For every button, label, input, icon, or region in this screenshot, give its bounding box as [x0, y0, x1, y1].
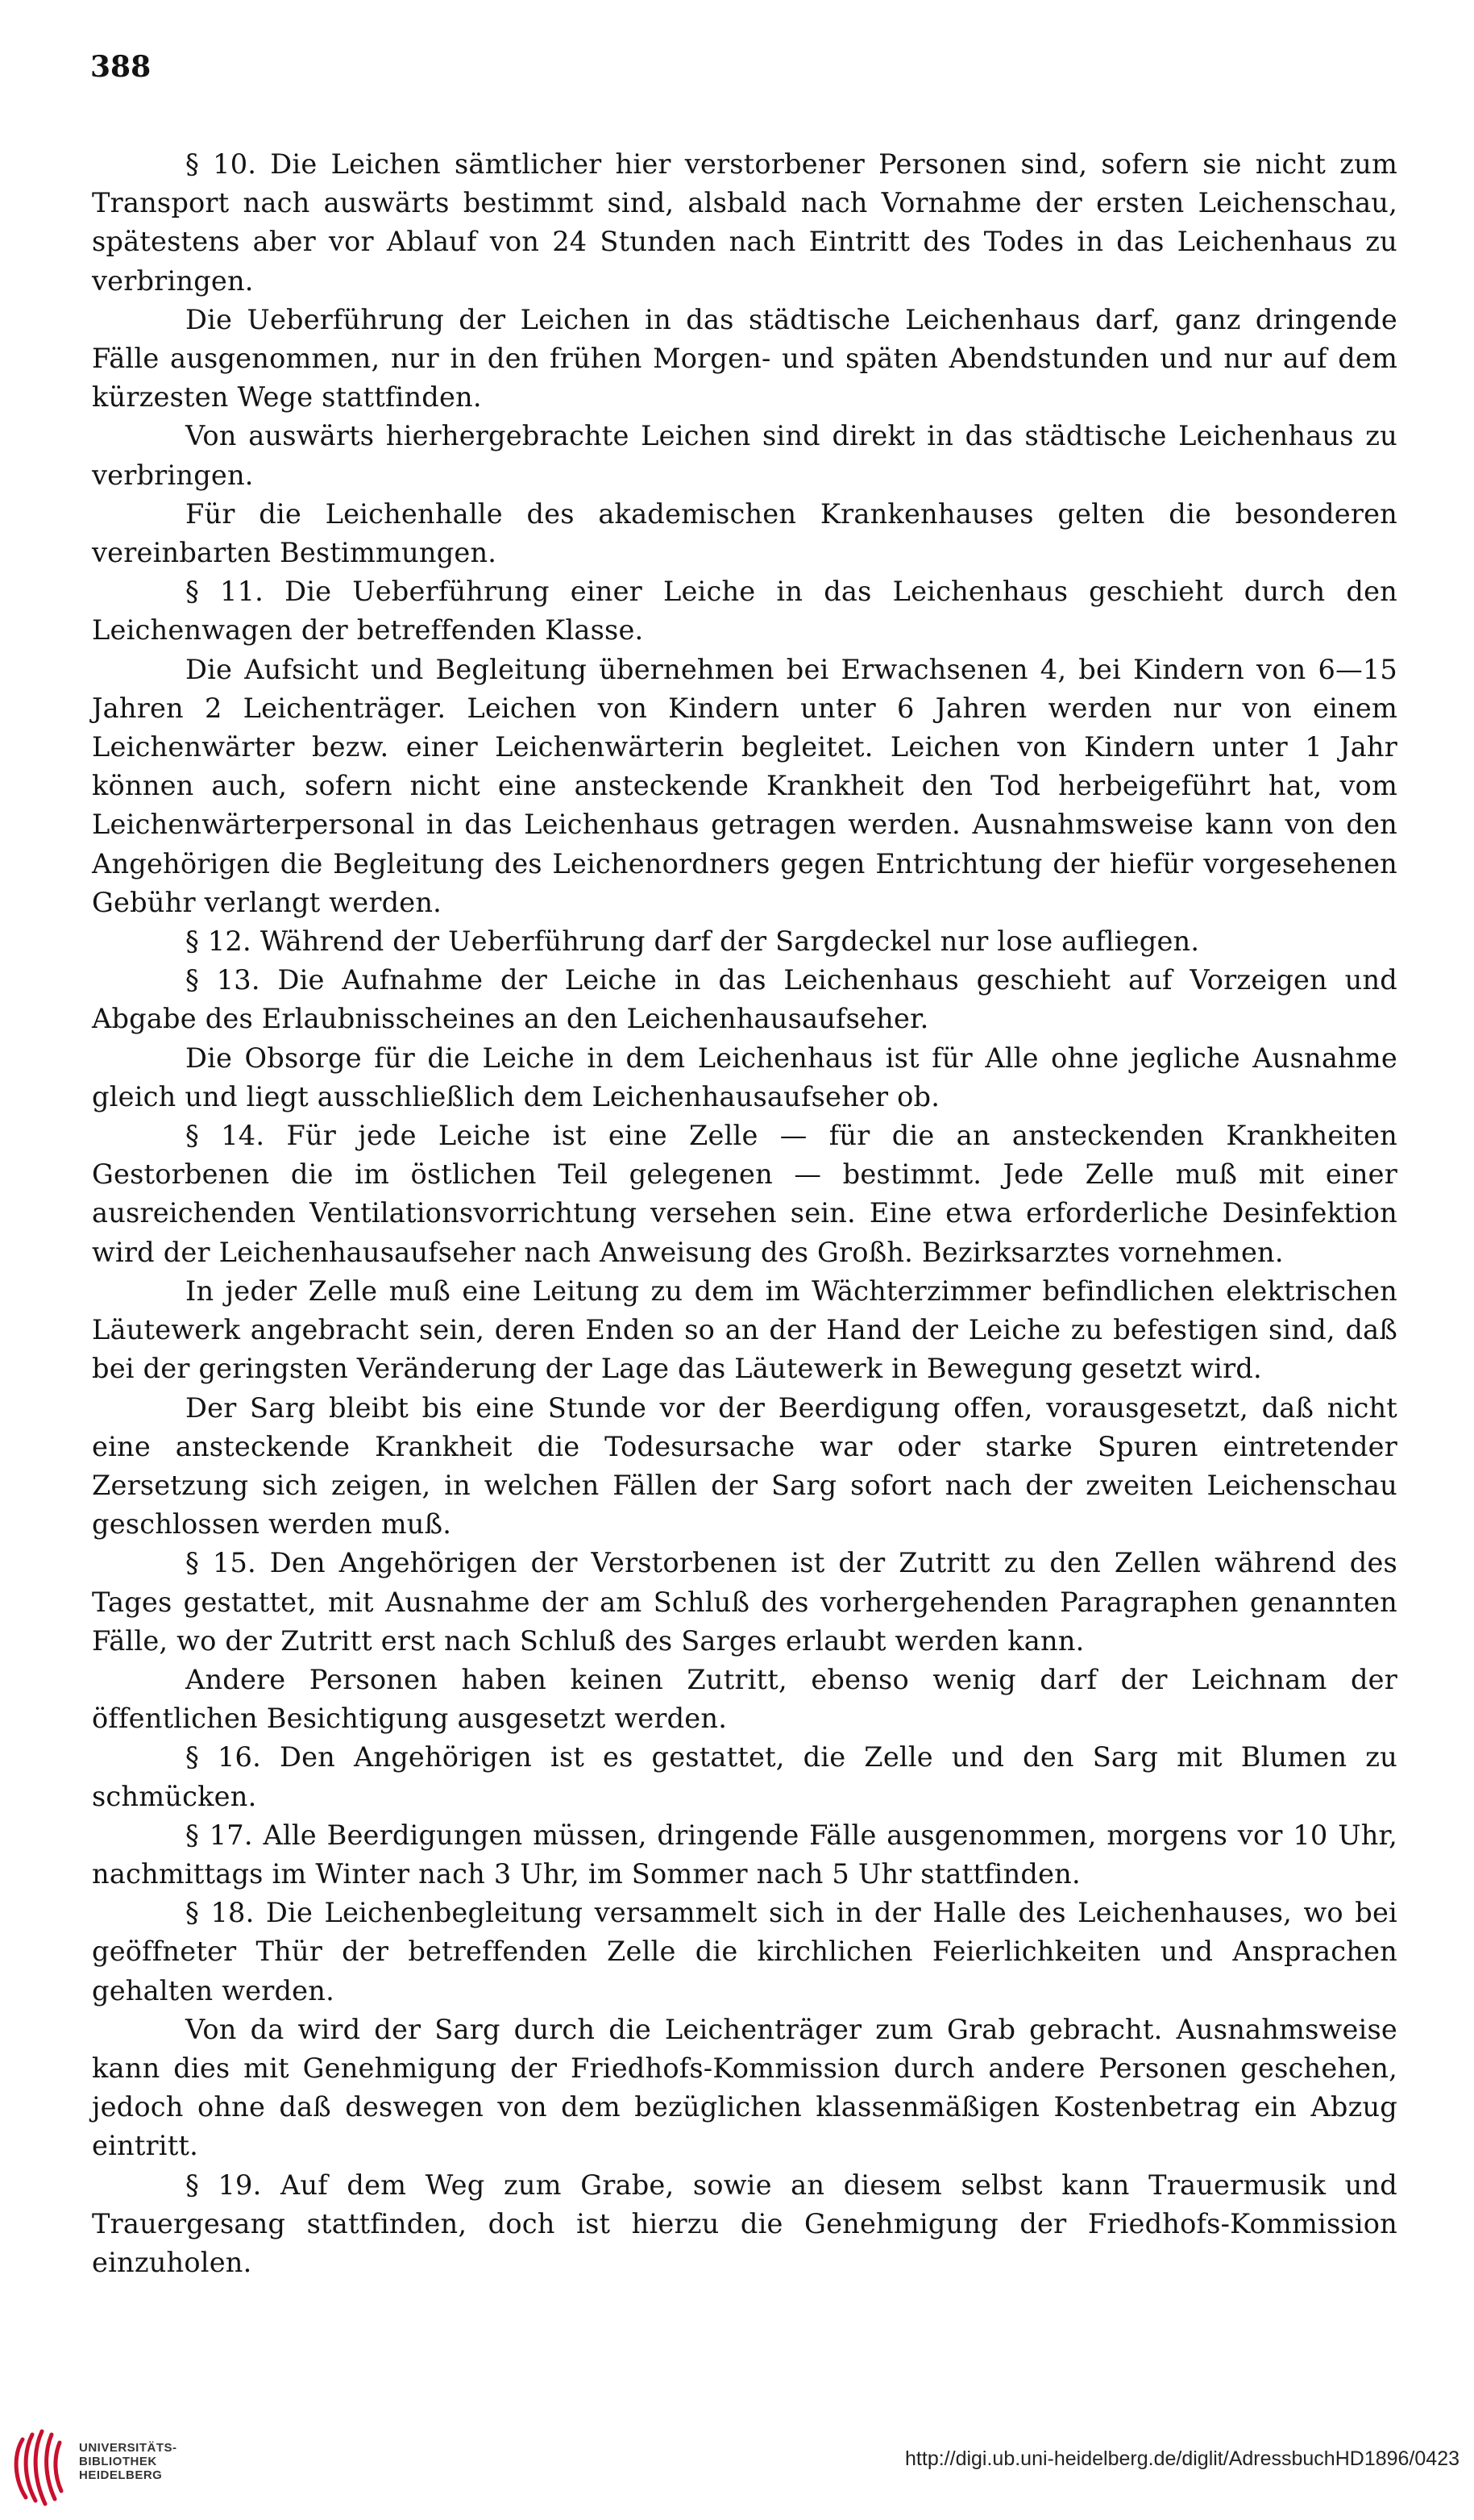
library-name [79, 2441, 177, 2482]
paragraph: § 14. Für jede Leiche ist eine Zelle — für die an ansteckenden Krankheiten Gestorbenen die im östlichen Teil gelegenen — bestimmt. Jede Zelle muß mit einer ausreichenden Ventilationsvorrichtung versehen sein. Eine etwa erforderliche Desinfektion wird der Leichenhausaufseher nach Anweisung des Großh. Bezirksarztes vornehmen. [92, 1120, 1397, 1268]
paragraph: § 17. Alle Beerdigungen müssen, dringende Fälle ausgenommen, morgens vor 10 Uhr, nachmittags im Winter nach 3 Uhr, im Sommer nach 5 Uhr stattfinden. [92, 1819, 1397, 1890]
paragraph: § 11. Die Ueberführung einer Leiche in das Leichenhaus geschieht durch den Leichenwagen der betreffenden Klasse. [92, 576, 1397, 647]
university-library-logo-icon [8, 2423, 69, 2512]
paragraph: Für die Leichenhalle des akademischen Krankenhauses gelten die besonderen vereinbarten Bestimmungen. [92, 497, 1397, 569]
paragraph: § 12. Während der Ueberführung darf der Sargdeckel nur lose aufliegen. [185, 925, 1200, 958]
paragraph: § 13. Die Aufnahme der Leiche in das Leichenhaus geschieht auf Vorzeigen und Abgabe des Erlaubnisscheines an den Leichenhausaufseher. [92, 964, 1397, 1035]
paragraph: § 19. Auf dem Weg zum Grabe, sowie an diesem selbst kann Trauermusik und Trauergesang stattfinden, doch ist hierzu die Genehmigung der Friedhofs-Kommission einzuholen. [92, 2169, 1397, 2278]
paragraph: § 18. Die Leichenbegleitung versammelt sich in der Halle des Leichenhauses, wo bei geöffneter Thür der betreffenden Zelle die kirchlichen Feierlichkeiten und Ansprachen gehalten werden. [92, 1897, 1397, 2006]
paragraph: Von da wird der Sarg durch die Leichenträger zum Grab gebracht. Ausnahmsweise kann dies mit Genehmigung der Friedhofs-Kommission durch andere Personen geschehen, jedoch ohne daß deswegen von dem bezüglichen klassenmäßigen Kostenbetrag ein Abzug eintritt. [92, 2013, 1397, 2162]
library-name-line: BIBLIOTHEK [79, 2455, 157, 2468]
paragraph: Die Ueberführung der Leichen in das städtische Leichenhaus darf, ganz dringende Fälle ausgenommen, nur in den frühen Morgen- und späten Abendstunden und nur auf dem kürzesten Wege stattfinden. [92, 303, 1397, 414]
library-name-line: HEIDELBERG [79, 2468, 163, 2482]
paragraph: Andere Personen haben keinen Zutritt, ebenso wenig darf der Leichnam der öffentlichen Besichtigung ausgesetzt werden. [92, 1663, 1397, 1735]
document-body [92, 145, 1397, 2282]
paragraph: § 16. Den Angehörigen ist es gestattet, die Zelle und den Sarg mit Blumen zu schmücken. [92, 1741, 1397, 1812]
paragraph: In jeder Zelle muß eine Leitung zu dem im Wächterzimmer befindlichen elektrischen Läutewerk angebracht sein, deren Enden so an der Hand der Leiche zu befestigen sind, daß bei der geringsten Veränderung der Lage das Läutewerk in Bewegung gesetzt wird. [92, 1275, 1397, 1385]
page-number: 388 [90, 50, 152, 84]
library-name-line: UNIVERSITÄTS- [79, 2441, 177, 2455]
paragraph: Die Aufsicht und Begleitung übernehmen bei Erwachsenen 4, bei Kindern von 6—15 Jahren 2 Leichenträger. Leichen von Kindern unter 6 Jahren werden nur von einem Leichenwärter bezw. einer Leichenwärterin begleitet. Leichen von Kindern unter 1 Jahr können auch, sofern nicht eine ansteckende Krankheit den Tod herbeigeführt hat, vom Leichenwärterpersonal in das Leichenhaus getragen werden. Ausnahmsweise kann von den Angehörigen die Begleitung des Leichenordners gegen Entrichtung der hiefür vorgesehenen Gebühr verlangt werden. [92, 653, 1397, 918]
source-url-link[interactable]: http://digi.ub.uni-heidelberg.de/diglit/AdressbuchHD1896/0423 [905, 2447, 1459, 2470]
paragraph: Die Obsorge für die Leiche in dem Leichenhaus ist für Alle ohne jegliche Ausnahme gleich und liegt ausschließlich dem Leichenhausaufseher ob. [92, 1042, 1397, 1112]
paragraph: § 15. Den Angehörigen der Verstorbenen ist der Zutritt zu den Zellen während des Tages gestattet, mit Ausnahme der am Schluß des vorhergehenden Paragraphen genannten Fälle, wo der Zutritt erst nach Schluß des Sarges erlaubt werden kann. [92, 1547, 1397, 1657]
paragraph: § 10. Die Leichen sämtlicher hier verstorbener Personen sind, sofern sie nicht zum Transport nach auswärts bestimmt sind, alsbald nach Vornahme der ersten Leichenschau, spätestens aber vor Ablauf von 24 Stunden nach Eintritt des Todes in das Leichenhaus zu verbringen. [92, 148, 1397, 297]
footer [0, 2410, 1474, 2520]
paragraph: Der Sarg bleibt bis eine Stunde vor der Beerdigung offen, vorausgesetzt, daß nicht eine ansteckende Krankheit die Todesursache war oder starke Spuren eintretender Zersetzung sich zeigen, in welchen Fällen der Sarg sofort nach der zweiten Leichenschau geschlossen werden muß. [92, 1391, 1397, 1541]
paragraph: Von auswärts hierhergebrachte Leichen sind direkt in das städtische Leichenhaus zu verbringen. [92, 420, 1397, 491]
